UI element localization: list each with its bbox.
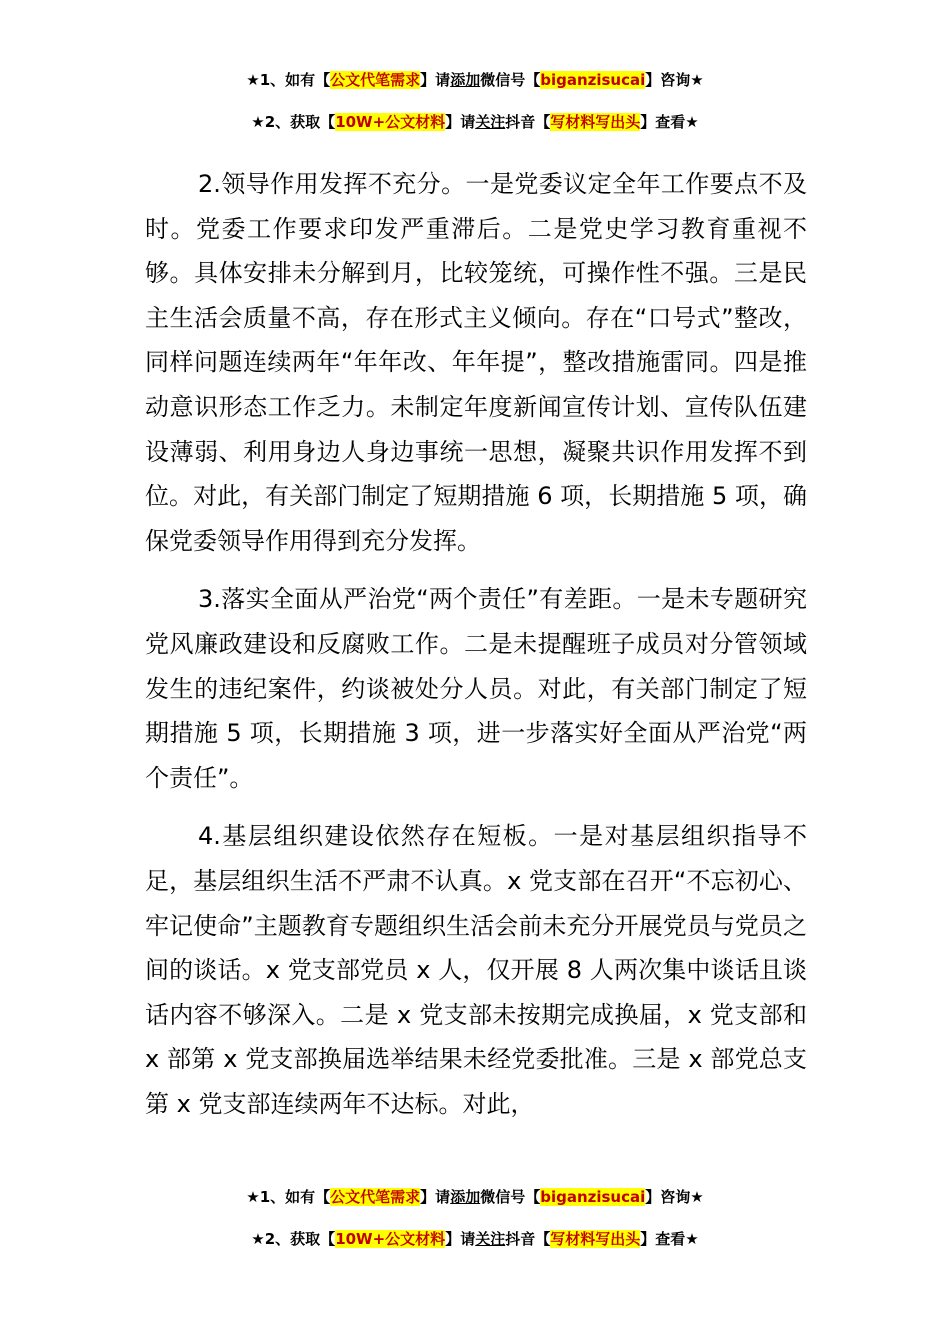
top-banner-line-1: ★1、如有【公文代笔需求】请添加微信号【biganzisucai】咨询★: [246, 71, 704, 89]
document-body: [145, 162, 807, 1140]
paragraph-2: 2.领导作用发挥不充分。一是党委议定全年工作要点不及时。党委工作要求印发严重滞后。二是党史学习教育重视不够。具体安排未分解到月，比较笼统，可操作性不强。三是民主生活会质量不高，存在形式主义倾向。存在“口号式”整改，同样问题连续两年“年年改、年年提”，整改措施雷同。四是推动意识形态工作乏力。未制定年度新闻宣传计划、宣传队伍建设薄弱、利用身边人身边事统一思想，凝聚共识作用发挥不到位。对此，有关部门制定了短期措施 6 项，长期措施 5 项，确保党委领导作用得到充分发挥。: [145, 170, 807, 555]
bottom-banner-line-2: ★2、获取【10W+公文材料】请关注抖音【写材料写出头】查看★: [251, 1230, 699, 1248]
highlight-douyin-id: 写材料写出头: [550, 113, 641, 131]
bottom-banner-line-1: ★1、如有【公文代笔需求】请添加微信号【biganzisucai】咨询★: [246, 1188, 704, 1206]
highlight-douyin-id: 写材料写出头: [550, 1230, 641, 1248]
highlight-wechat-id: biganzisucai: [540, 71, 646, 89]
paragraph-3: 3.落实全面从严治党“两个责任”有差距。一是未专题研究党风廉政建设和反腐败工作。二是未提醒班子成员对分管领域发生的违纪案件，约谈被处分人员。对此，有关部门制定了短期措施 5 项，长期措施 3 项，进一步落实好全面从严治党“两个责任”。: [145, 585, 807, 792]
highlight-wechat-id: biganzisucai: [540, 1188, 646, 1206]
highlight-service: 公文代笔需求: [330, 1188, 421, 1206]
highlight-materials: 10W+公文材料: [335, 113, 446, 131]
highlight-materials: 10W+公文材料: [335, 1230, 446, 1248]
highlight-service: 公文代笔需求: [330, 71, 421, 89]
top-banner-line-2: ★2、获取【10W+公文材料】请关注抖音【写材料写出头】查看★: [251, 113, 699, 131]
paragraph-4: 4.基层组织建设依然存在短板。一是对基层组织指导不足，基层组织生活不严肃不认真。x 党支部在召开“不忘初心、牢记使命”主题教育专题组织生活会前未充分开展党员与党员之间的谈话。x 党支部党员 x 人，仅开展 8 人两次集中谈话且谈话内容不够深入。二是 x 党支部未按期完成换届，x 党支部和 x 部第 x 党支部换届选举结果未经党委批准。三是 x 部党总支第 x 党支部连续两年不达标。对此，: [145, 822, 807, 1118]
